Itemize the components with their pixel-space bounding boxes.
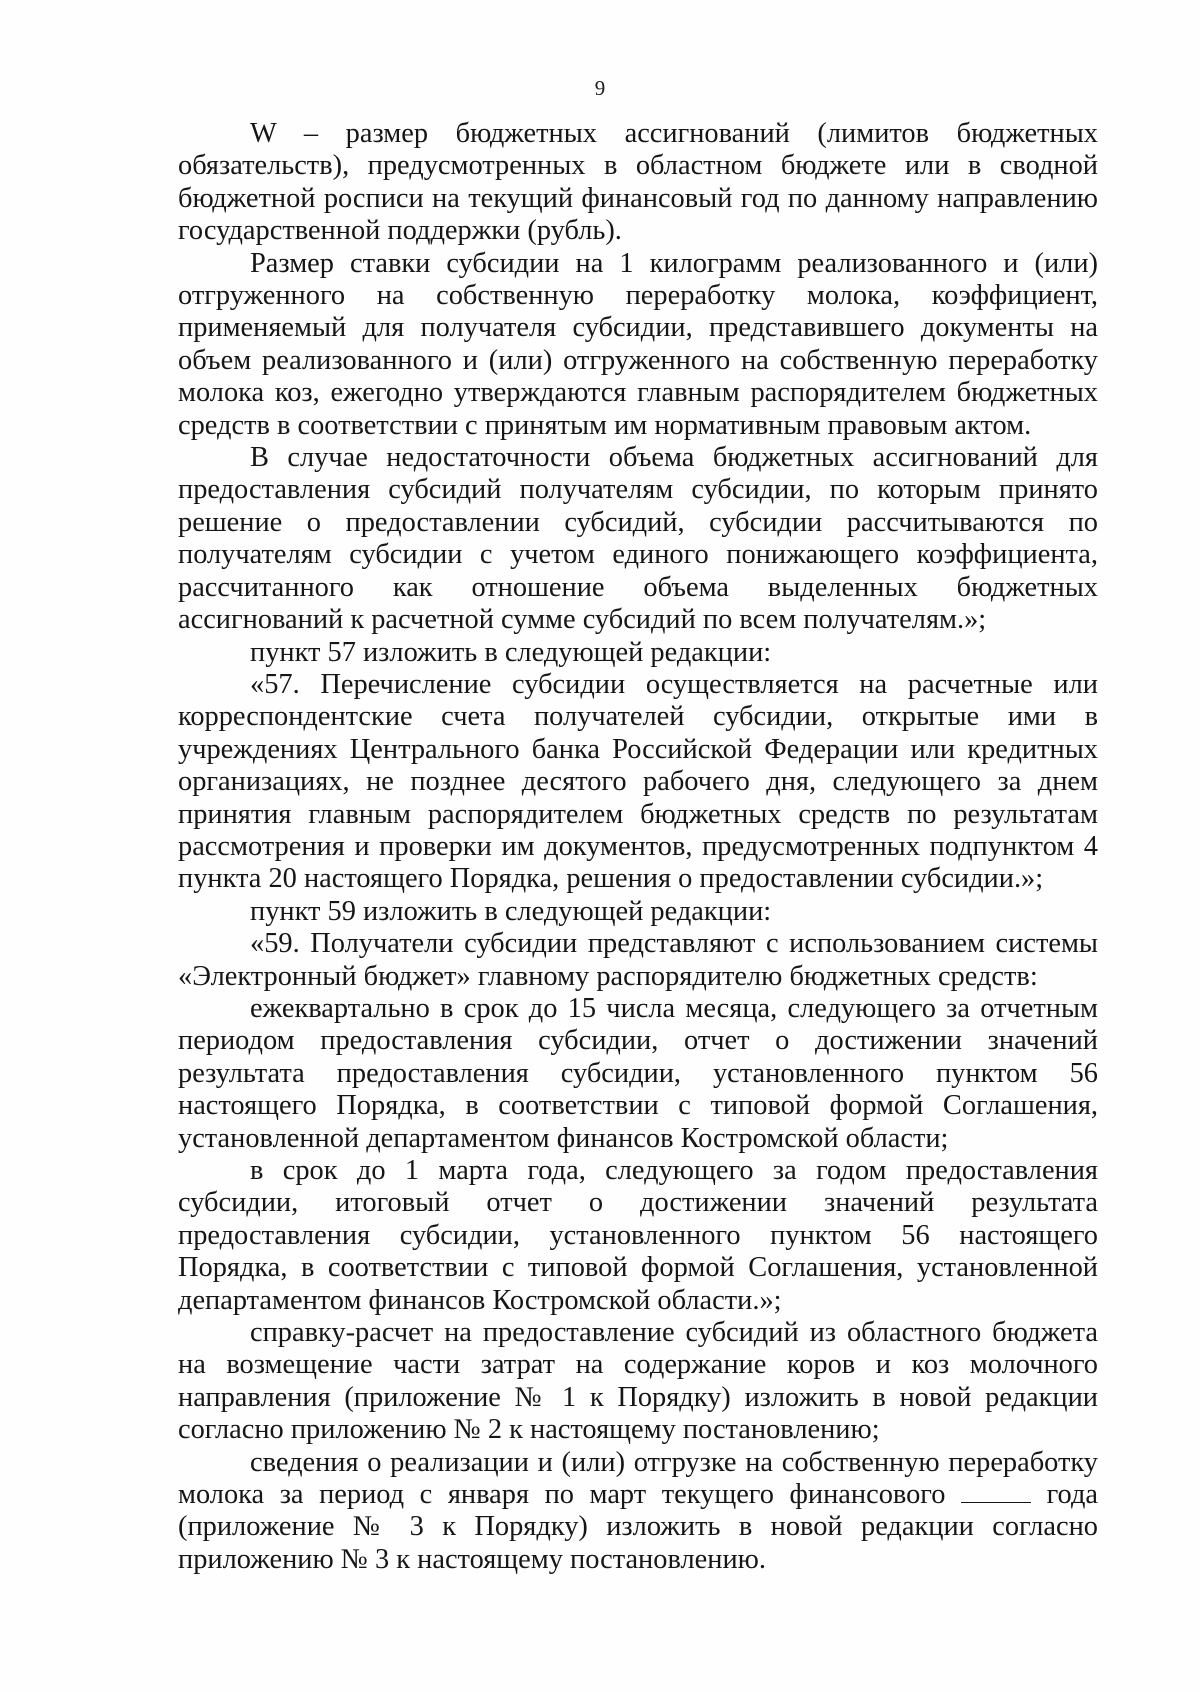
paragraph-point-59: «59. Получатели субсидии представляют с использованием системы «Электронный бюджет» главному распорядителю бюджетных средств: xyxy=(178,928,1098,992)
paragraph-calculation-certificate: справку-расчет на предоставление субсидий из областного бюджета на возмещение части затрат на содержание коров и коз молочного направления (приложение № 1 к Порядку) изложить в новой редакции согласно приложению № 2 к настоящему постановлению; xyxy=(178,1317,1098,1446)
paragraph-milk-sales-info xyxy=(178,1447,1098,1577)
paragraph-subsidy-rate: Размер ставки субсидии на 1 килограмм реализованного и (или) отгруженного на собственную переработку молока, коэффициент, применяемый для получателя субсидии, представившего документы на объем реализованного и (или) отгруженного на собственную переработку молока коз, ежегодно утверждаются главным распорядителем бюджетных средств в соответствии с принятым им нормативным правовым актом. xyxy=(178,247,1098,441)
document-body xyxy=(178,118,1098,1576)
page-number: 9 xyxy=(594,76,606,100)
paragraph-insufficient-funds: В случае недостаточности объема бюджетных ассигнований для предоставления субсидий получателям субсидии, по которым принято решение о предоставлении субсидий, субсидии рассчитываются по получателям субсидии с учетом единого понижающего коэффициента, рассчитанного как отношение объема выделенных бюджетных ассигнований к расчетной сумме субсидий по всем получателям.»; xyxy=(178,442,1098,636)
milk-sales-text-after: года (приложение № 3 к Порядку) изложить в новой редакции согласно приложению № 3 к настоящему постановлению. xyxy=(178,1479,1098,1575)
paragraph-point-59-intro: пункт 59 изложить в следующей редакции: xyxy=(250,895,772,927)
milk-sales-text-before: сведения о реализации и (или) отгрузке на собственную переработку молока за период с января по март текущего финансового xyxy=(178,1446,1098,1511)
paragraph-final-report: в срок до 1 марта года, следующего за годом предоставления субсидии, итоговый отчет о достижении значений результата предоставления субсидии, установленного пунктом 56 настоящего Порядка, в соответствии с типовой формой Соглашения, установленной департаментом финансов Костромской области.»; xyxy=(178,1155,1098,1316)
paragraph-quarterly-report: ежеквартально в срок до 15 числа месяца, следующего за отчетным периодом предоставления субсидии, отчет о достижении значений результата предоставления субсидии, установленного пунктом 56 настоящего Порядка, в соответствии с типовой формой Соглашения, установленной департаментом финансов Костромской области; xyxy=(178,992,1098,1154)
year-blank-field xyxy=(961,1480,1031,1503)
paragraph-point-57-intro: пункт 57 изложить в следующей редакции: xyxy=(250,636,772,668)
paragraph-w-definition: W – размер бюджетных ассигнований (лимитов бюджетных обязательств), предусмотренных в областном бюджете или в сводной бюджетной росписи на текущий финансовый год по данному направлению государственной поддержки (рубль). xyxy=(178,118,1098,247)
paragraph-point-57: «57. Перечисление субсидии осуществляется на расчетные или корреспондентские счета получателей субсидии, открытые ими в учреждениях Центрального банка Российской Федерации или кредитных организациях, не позднее десятого рабочего дня, следующего за днем принятия главным распорядителем бюджетных средств по результатам рассмотрения и проверки им документов, предусмотренных подпунктом 4 пункта 20 настоящего Порядка, решения о предоставлении субсидии.»; xyxy=(178,668,1098,895)
